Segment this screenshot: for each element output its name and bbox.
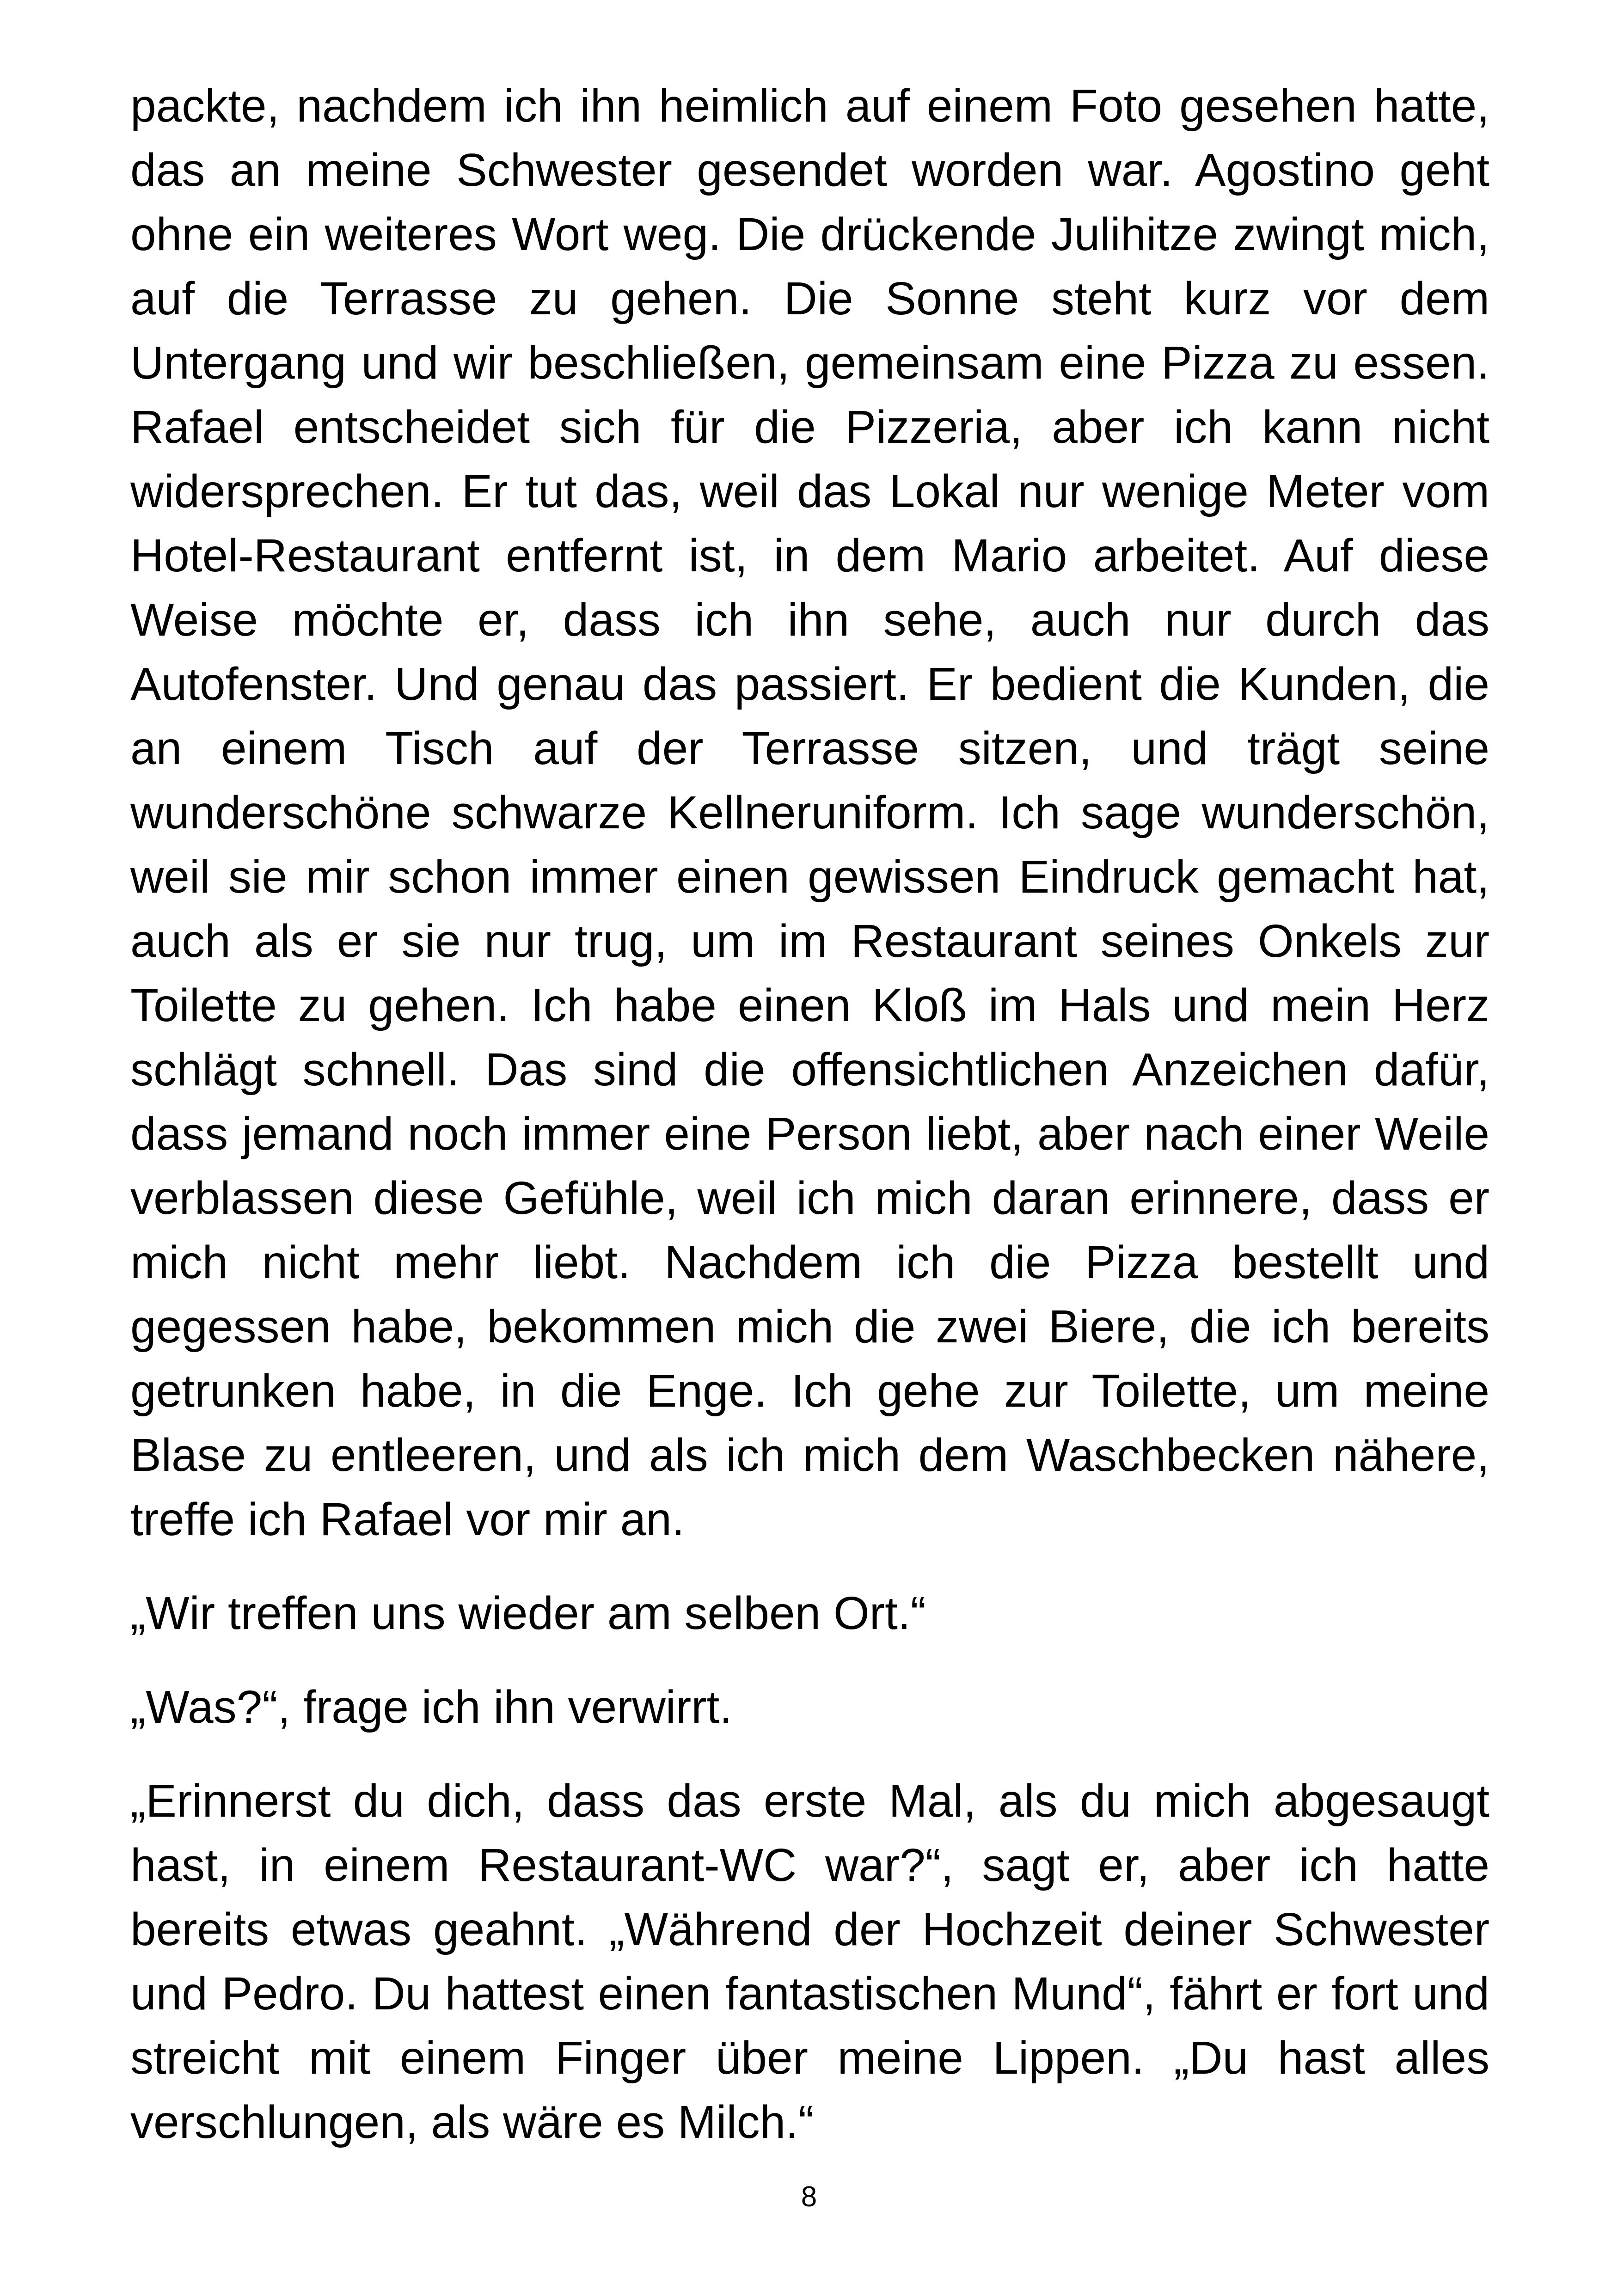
paragraph-narrative: packte, nachdem ich ihn heimlich auf einem Foto gesehen hatte, das an meine Schwester gesendet worden war. Agostino geht ohne ein weiteres Wort weg. Die drückende Julihitze zwingt mich, auf die Terrasse zu gehen. Die Sonne steht kurz vor dem Untergang und wir beschließen, gemeinsam eine Pizza zu essen. Rafael entscheidet sich für die Pizzeria, aber ich kann nicht widersprechen. Er tut das, weil das Lokal nur wenige Meter vom Hotel-Restaurant entfernt ist, in dem Mario arbeitet. Auf diese Weise möchte er, dass ich ihn sehe, auch nur durch das Autofenster. Und genau das passiert. Er bedient die Kunden, die an einem Tisch auf der Terrasse sitzen, und trägt seine wunderschöne schwarze Kellneruniform. Ich sage wunderschön, weil sie mir schon immer einen gewissen Eindruck gemacht hat, auch als er sie nur trug, um im Restaurant seines Onkels zur Toilette zu gehen. Ich habe einen Kloß im Hals und mein Herz schlägt schnell. Das sind die offensichtlichen Anzeichen dafür, dass jemand noch immer eine Person liebt, aber nach einer Weile verblassen diese Gefühle, weil ich mich daran erinnere, dass er mich nicht mehr liebt. Nachdem ich die Pizza bestellt und gegessen habe, bekommen mich die zwei Biere, die ich bereits getrunken habe, in die Enge. Ich gehe zur Toilette, um meine Blase zu entleeren, und als ich mich dem Waschbecken nähere, treffe ich Rafael vor mir an. bbox=[130, 80, 1489, 1545]
page-number: 8 bbox=[801, 2181, 817, 2213]
paragraph-dialogue-3: „Erinnerst du dich, dass das erste Mal, als du mich abgesaugt hast, in einem Restaurant-WC war?“, sagt er, aber ich hatte bereits etwas geahnt. „Während der Hochzeit deiner Schwester und Pedro. Du hattest einen fantastischen Mund“, fährt er fort und streicht mit einem Finger über meine Lippen. „Du hast alles verschlungen, als wäre es Milch.“ bbox=[130, 1775, 1489, 2148]
paragraph-dialogue-2: „Was?“, frage ich ihn verwirrt. bbox=[130, 1681, 733, 1733]
paragraph-dialogue-1: „Wir treffen uns wieder am selben Ort.“ bbox=[130, 1587, 926, 1639]
body-text bbox=[130, 74, 1489, 2155]
